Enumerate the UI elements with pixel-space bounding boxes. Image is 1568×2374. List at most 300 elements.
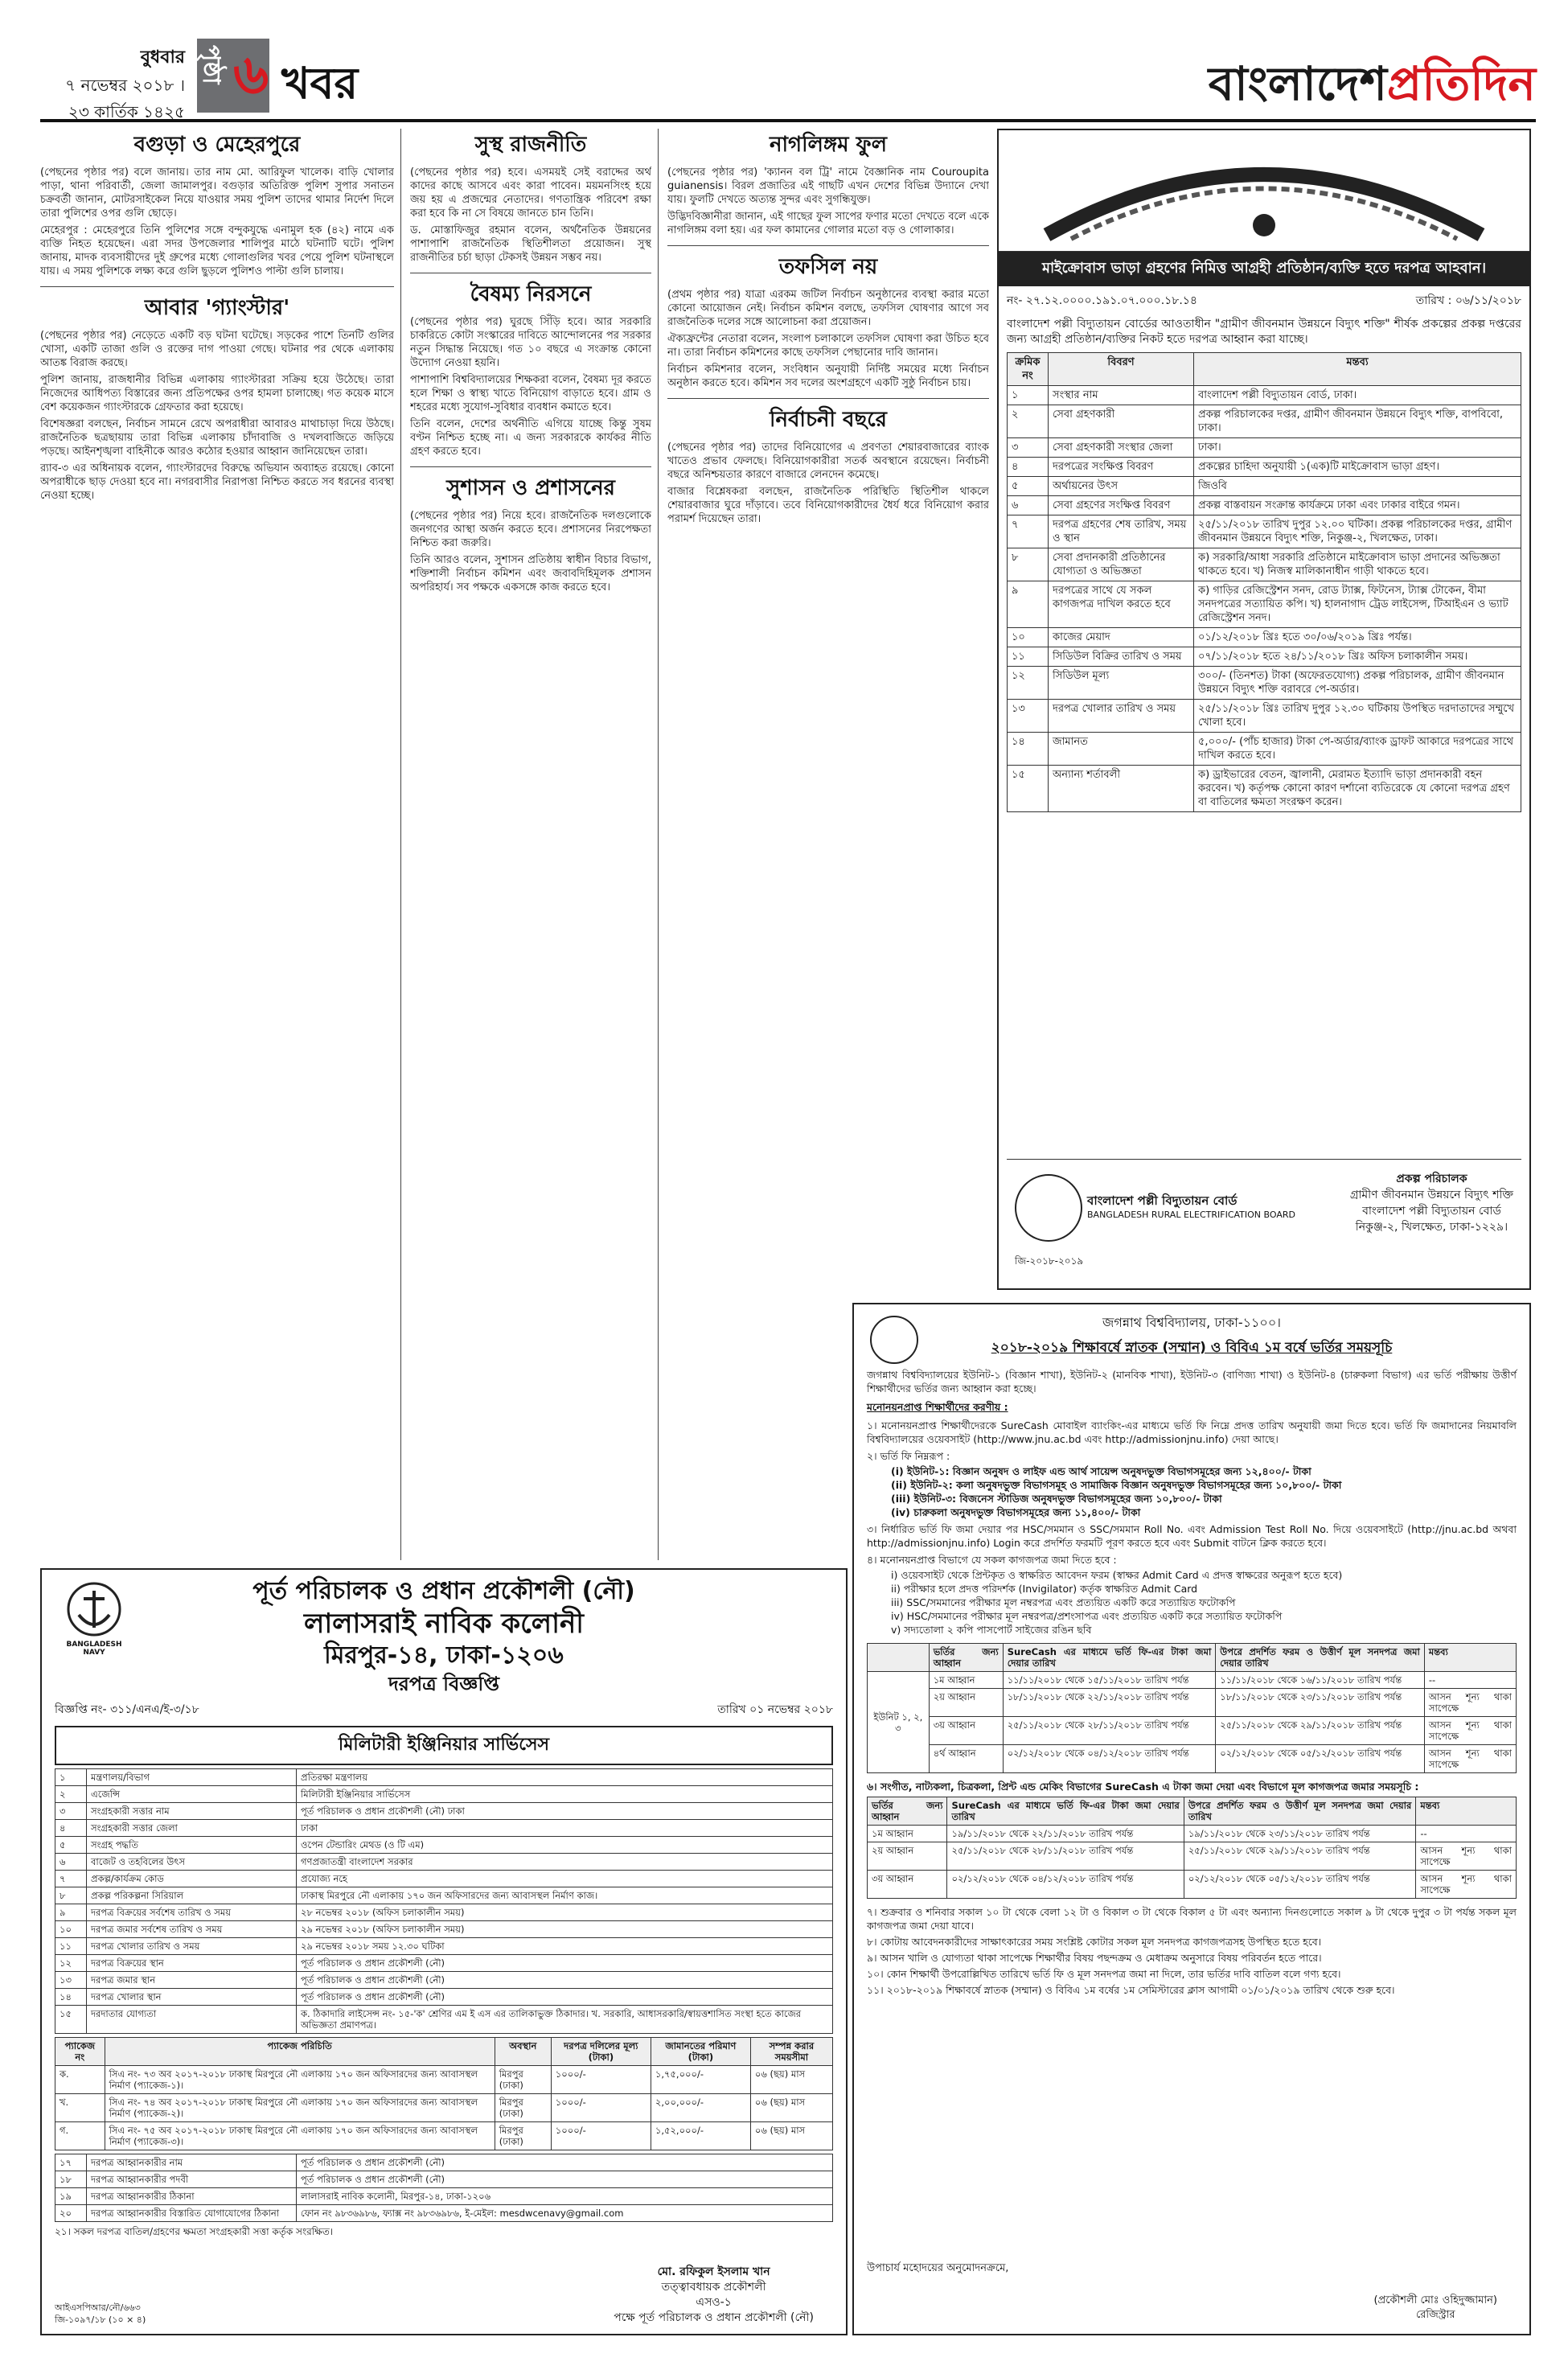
jnu-notes — [867, 1905, 1517, 1997]
cell-price: ১০০০/- — [551, 2066, 651, 2094]
table-row — [868, 1842, 1517, 1871]
news-headline: তফসিল নয় — [778, 255, 878, 279]
sign-line: এসও-১ — [696, 2296, 732, 2309]
cell-call: ১ম আহ্বান — [929, 1672, 1003, 1689]
navy-code: আইএসপিআর/নৌ/৬৬৩ — [55, 2302, 141, 2313]
col-header: মন্তব্য — [1416, 1797, 1517, 1826]
col-header: বিবরণ — [1049, 353, 1194, 386]
cell-loc: মিরপুর (ঢাকা) — [495, 2122, 551, 2150]
jnu-item: ৩। নির্ধারিত ভর্তি ফি জমা দেয়ার পর HSC/সমমান ও SSC/সমমান Roll No. এবং Admission Test Roll No. দিয়ে ওয়েবসাইটে (http://jnu.ac.bd অথবা http://admissionjnu.info) Login করে প্রদর্শিত ফরমটি পূরণ করতে হবে এবং Submit বাটনে ক্লিক করতে হবে। — [867, 1523, 1517, 1549]
news-paragraph: র‌্যাব-৩ এর অধিনায়ক বলেন, গ্যাংস্টারদের বিরুদ্ধে অভিযান অব্যাহত রয়েছে। কোনো অপরাধীকে ছাড় দেওয়া হবে না। নগরবাসীর নিরাপত্তা নিশ্চিত করতে সব ধরনের ব্যবস্থা নেওয়া হচ্ছে। — [40, 462, 394, 502]
logo-part-1: বাংলাদেশ — [1208, 56, 1387, 111]
table-row — [1008, 628, 1521, 647]
cell-desc: সিএ নং- ৭৩ অব ২০১৭-২০১৮ ঢাকাস্থ মিরপুরে নৌ এলাকায় ১৭০ জন অফিসারদের জন্য আবাসস্থল নির্মাণ (প্যাকেজ-১)। — [105, 2066, 495, 2094]
table-row — [55, 1972, 833, 1989]
row-number: ২ — [55, 1786, 87, 1803]
row-value: জিওবি — [1194, 477, 1521, 496]
row-number: ৫ — [55, 1837, 87, 1854]
row-number: ৪ — [1008, 458, 1049, 477]
row-number: ১১ — [1008, 647, 1049, 667]
fee-item: (iii) ইউনিট-৩: বিজনেস স্টাডিজ অনুষদভুক্ত বিভাগসমূহের জন্য ১০,৮০০/- টাকা — [891, 1493, 1222, 1505]
cell-pay: ০২/১২/২০১৮ থেকে ০৪/১২/২০১৮ তারিখ পর্যন্ত — [947, 1871, 1184, 1899]
cell-note: আসন শূন্য থাকা সাপেক্ষে — [1416, 1842, 1517, 1871]
note-item: ৭। শুক্রবার ও শনিবার সকাল ১০ টা থেকে বেলা ১২ টা ও বিকাল ৩ টা থেকে বিকাল ৫ টা এবং অন্যান্য দিনগুলোতে সকাল ৯ টা থেকে দুপুর ৩ টা পর্যন্ত সকল মূল কাগজপত্র জমা দেয়া যাবে। — [867, 1906, 1517, 1932]
cell-note: আসন শূন্য থাকা সাপেক্ষে — [1424, 1745, 1516, 1773]
table-row — [1008, 458, 1521, 477]
row-value: ক) ড্রাইভারের বেতন, জ্বালানী, মেরামত ইত্যাদি ভাড়া প্রদানকারী বহন করবেন। খ) কর্তৃপক্ষ কোনো কারণ দর্শানো ব্যতিরেকে যে কোনো দরপত্র গ্রহণ বা বাতিলের ক্ষমতা সংরক্ষণ করেন। — [1194, 766, 1521, 812]
ad-code: জি-২০১৮-২০১৯ — [1015, 1255, 1084, 1267]
news-paragraph: (পেছনের পৃষ্ঠার পর) হবে। এসময়ই সেই বরাদ্দের অর্থ কাদের কাছে আসবে এবং কারা পাবেন। ময়মনসিংহ হয়ে জয় হয় এ প্রজন্মের নেতাদের। গণতান্ত্রিক পরিবেশ রক্ষা করা হবে কি না সে বিষয়ে জানতে চান তিনি। — [410, 166, 651, 220]
table-row — [55, 1854, 833, 1871]
table-row — [55, 1904, 833, 1921]
cell-submit: ১৮/১১/২০১৮ থেকে ২৩/১১/২০১৮ তারিখ পর্যন্ত — [1216, 1689, 1425, 1717]
row-number: ৬ — [55, 1854, 87, 1871]
navy-date: তারিখ ০১ নভেম্বর ২০১৮ — [717, 1703, 833, 1716]
col-header: উপরে প্রদর্শিত ফরম ও উত্তীর্ণ মূল সনদপত্র জমা দেয়ার তারিখ — [1216, 1644, 1425, 1672]
row-value: ২৯ নভেম্বর ২০১৮ (অফিস চলাকালীন সময়) — [297, 1921, 833, 1938]
table-row — [1008, 667, 1521, 700]
cell-submit: ২৫/১১/২০১৮ থেকে ২৯/১১/২০১৮ তারিখ পর্যন্ত — [1216, 1717, 1425, 1745]
table-row — [55, 2205, 833, 2222]
org-name-en: BANGLADESH RURAL ELECTRIFICATION BOARD — [1087, 1210, 1295, 1220]
row-value: প্রকল্পের চাহিদা অনুযায়ী ১(এক)টি মাইক্রোবাস ভাড়া গ্রহণ। — [1194, 458, 1521, 477]
row-label: সংগ্রহ পদ্ধতি — [87, 1837, 297, 1854]
row-number: ৮ — [55, 1887, 87, 1904]
jnu-body — [854, 1360, 1529, 1997]
doc-item: iii) SSC/সমমানের পরীক্ষার মূল নম্বরপত্র এবং প্রত্যয়িত একটি করে সত্যায়িত ফটোকপি — [891, 1596, 1236, 1608]
jnu-item: ১। মনোনয়নপ্রাপ্ত শিক্ষার্থীদেরকে SureCash মোবাইল ব্যাংকিং-এর মাধ্যমে ভর্তি ফি নিম্নে প্রদত্ত তারিখ অনুযায়ী জমা দিতে হবে। ভর্তি ফি জমাদানের নিয়মাবলি বিশ্ববিদ্যালয়ের ওয়েবসাইট (http://www.jnu.ac.bd এবং http://admissionjnu.info) দেয়া আছে। — [867, 1419, 1517, 1445]
table-row — [55, 2188, 833, 2205]
title-line: লালাসরাই নাবিক কলোনী — [303, 1608, 585, 1640]
note-item: ১০। কোন শিক্ষার্থী উপরোল্লিখিত তারিখে ভর্তি ফি ও মূল সনদপত্র জমা না দিলে, তার ভর্তির দাবি বাতিল বলে গণ্য হবে। — [867, 1968, 1341, 1980]
title-line: ২০১৮-২০১৯ শিক্ষাবর্ষে স্নাতক (সম্মান) ও বিবিএ ১ম বর্ষে ভর্তির সময়সূচি — [991, 1340, 1393, 1356]
cell-call: ৩য় আহ্বান — [929, 1717, 1003, 1745]
navy-ref-row — [42, 1697, 846, 1723]
row-label: দরপত্র আহ্বানকারীর বিস্তারিত যোগাযোগের ঠিকানা — [87, 2205, 297, 2222]
table-row — [1008, 515, 1521, 548]
sign-line: নিকুঞ্জ-২, খিলক্ষেত, ঢাকা-১২২৯। — [1355, 1221, 1508, 1234]
col-header: ভর্তির জন্য আহ্বান — [868, 1797, 947, 1826]
sign-name: মো. রফিকুল ইসলাম খান — [657, 2265, 770, 2278]
news-paragraph: পাশাপাশি বিশ্ববিদ্যালয়ের শিক্ষকরা বলেন, বৈষম্য দূর করতে হলে শিক্ষা ও স্বাস্থ্য খাতে বিনিয়োগ বাড়াতে হবে। গ্রাম ও শহরের মধ্যে সুযোগ-সুবিধার ব্যবধান কমাতে হবে। — [410, 374, 651, 413]
cell-call: ২য় আহ্বান — [868, 1842, 947, 1871]
cell-call: ৪র্থ আহ্বান — [929, 1745, 1003, 1773]
table-row — [55, 1887, 833, 1904]
row-value: ঢাকা — [297, 1820, 833, 1837]
fee-item: (iv) চারুকলা অনুষদভুক্ত বিভাগসমূহের জন্য ১১,৪০০/- টাকা — [891, 1506, 1141, 1518]
table-row — [868, 1871, 1517, 1899]
row-number: ১ — [55, 1769, 87, 1786]
cell-note: -- — [1416, 1826, 1517, 1842]
row-number: ১৭ — [55, 2154, 87, 2171]
table-row — [1008, 766, 1521, 812]
navy-package-table — [55, 2037, 833, 2150]
row-label: এজেন্সি — [87, 1786, 297, 1803]
title-line: মিরপুর-১৪, ঢাকা-১২০৬ — [324, 1641, 564, 1670]
ad-ref: নং- ২৭.১২.০০০০.১৯১.০৭.০০০.১৮.১৪ — [1007, 294, 1197, 307]
cell-note: -- — [1424, 1672, 1516, 1689]
row-label: দরপত্রের সাথে যে সকল কাগজপত্র দাখিল করতে হবে — [1049, 581, 1194, 628]
cell-pay: ২৫/১১/২০১৮ থেকে ২৮/১১/২০১৮ তারিখ পর্যন্ত — [1003, 1717, 1216, 1745]
col-header-unit — [868, 1644, 930, 1672]
row-label: দরপত্র বিক্রয়ের স্থান — [87, 1955, 297, 1972]
cell-security: ১,৫২,০০০/- — [651, 2122, 750, 2150]
table-row — [55, 1921, 833, 1938]
title-line: জগন্নাথ বিশ্ববিদ্যালয়, ঢাকা-১১০০। — [1102, 1315, 1281, 1330]
row-number: ১১ — [55, 1938, 87, 1955]
jnu-table2-title: ৬। সংগীত, নাট্যকলা, চিত্রকলা, প্রিন্ট এন্ড মেকিং বিভাগের SureCash এ টাকা জমা দেয়া এবং বিভাগে মূল কাগজপত্র জমার সময়সূচি : — [867, 1780, 1419, 1793]
table-row — [55, 1871, 833, 1887]
news-paragraph: বাজার বিশ্লেষকরা বলছেন, রাজনৈতিক পরিস্থিতি স্থিতিশীল থাকলে শেয়ারবাজার ঘুরে দাঁড়াবে। তবে বিনিয়োগকারীদের ধৈর্য ধরে বিনিয়োগ করার পরামর্শ দিয়েছেন তারা। — [667, 486, 989, 525]
table-row — [868, 1826, 1517, 1842]
table-row — [868, 1717, 1517, 1745]
table-row — [1008, 477, 1521, 496]
ad-intro: বাংলাদেশ পল্লী বিদ্যুতায়ন বোর্ডের আওতাধীন "গ্রামীণ জীবনমান উন্নয়নে বিদ্যুৎ শক্তি" শীর্ষক প্রকল্পের প্রকল্প দপ্তরের জন্য আগ্রহী প্রতিষ্ঠান/ব্যক্তির নিকট হতে দরপত্র আহ্বান করা যাচ্ছে। — [1007, 318, 1521, 346]
doc-item: iv) HSC/সমমানের পরীক্ষার মূল নম্বরপত্র/প্রশংসাপত্র এবং প্রত্যয়িত একটি করে সত্যায়িত ফটোকপি — [891, 1610, 1283, 1622]
row-number: ১০ — [1008, 628, 1049, 647]
navy-label: BANGLADESH NAVY — [66, 1641, 122, 1657]
cell-submit: ০২/১২/২০১৮ থেকে ০৫/১২/২০১৮ তারিখ পর্যন্ত — [1216, 1745, 1425, 1773]
table-row — [55, 1955, 833, 1972]
cell-submit: ২৫/১১/২০১৮ থেকে ২৯/১১/২০১৮ তারিখ পর্যন্ত — [1184, 1842, 1416, 1871]
row-number: ১৫ — [1008, 766, 1049, 812]
news-paragraph: তিনি বলেন, দেশের অর্থনীতি এগিয়ে যাচ্ছে কিন্তু সুষম বণ্টন নিশ্চিত হচ্ছে না। এ জন্য সরকারকে কার্যকর নীতি গ্রহণ করতে হবে। — [410, 418, 651, 458]
news-paragraph: তিনি আরও বলেন, সুশাসন প্রতিষ্ঠায় স্বাধীন বিচার বিভাগ, শক্তিশালী নির্বাচন কমিশন এবং জবাবদিহিমূলক প্রশাসন অপরিহার্য। সব পক্ষকে একসঙ্গে কাজ করতে হবে। — [410, 554, 651, 594]
fee-item: (ii) ইউনিট-২: কলা অনুষদভুক্ত বিভাগসমূহ ও সামাজিক বিজ্ঞান অনুষদভুক্ত বিভাগসমূহের জন্য ১০,৮০০/- টাকা — [891, 1479, 1342, 1491]
ad-emblem-area — [999, 130, 1529, 252]
sign-line: বাংলাদেশ পল্লী বিদ্যুতায়ন বোর্ড — [1362, 1205, 1501, 1218]
signature-block — [1350, 1171, 1513, 1235]
cell-no: ক. — [55, 2066, 105, 2094]
divider — [667, 245, 989, 246]
title-line: দরপত্র বিজ্ঞপ্তি — [388, 1673, 499, 1695]
row-number: ৭ — [1008, 515, 1049, 548]
table-row — [55, 1837, 833, 1854]
row-label: প্রকল্প পরিকল্পনা সিরিয়াল — [87, 1887, 297, 1904]
jnu-intro: জগন্নাথ বিশ্ববিদ্যালয়ের ইউনিট-১ (বিজ্ঞান শাখা), ইউনিট-২ (মানবিক শাখা), ইউনিট-৩ (বাণিজ্য শাখা) ও ইউনিট-৪ (চারুকলা বিভাগ) এর ভর্তি পরীক্ষায় উত্তীর্ণ শিক্ষার্থীদের ভর্তির জন্য আহ্বান করা হচ্ছে। — [867, 1369, 1517, 1394]
col-header: SureCash এর মাধ্যমে ভর্তি ফি-এর টাকা জমা দেয়ার তারিখ — [1003, 1644, 1216, 1672]
col-header: SureCash এর মাধ্যমে ভর্তি ফি-এর টাকা জমা দেয়ার তারিখ — [947, 1797, 1184, 1826]
row-label: দরপত্র জমার স্থান — [87, 1972, 297, 1989]
row-value: ২৮ নভেম্বর ২০১৮ (অফিস চলাকালীন সময়) — [297, 1904, 833, 1921]
row-value: প্রকল্প বাস্তবায়ন সংক্রান্ত কার্যক্রমে ঢাকা এবং ঢাকার বাইরে গমন। — [1194, 496, 1521, 515]
row-number: ১২ — [1008, 667, 1049, 700]
news-paragraph: মেহেরপুর : মেহেরপুরে তিনি পুলিশের সঙ্গে বন্দুকযুদ্ধে এনামুল হক (৪২) নামে এক ব্যক্তি নিহত হয়েছেন। এরা সদর উপজেলার শালিপুর মাঠে ঘটনাটি ঘটে। পুলিশ জানায়, মাদক ব্যবসায়ীদের দুই গ্রুপের মধ্যে গোলাগুলির খবর পেয়ে পুলিশ ঘটনাস্থলে যায়। এ সময় পুলিশকে লক্ষ্য করে গুলি ছুড়লে পুলিশও পাল্টা গুলি চালায়। — [40, 224, 394, 277]
navy-note: ২১। সকল দরপত্র বাতিল/গ্রহণের ক্ষমতা সংগ্রহকারী সত্তা কর্তৃক সংরক্ষিত। — [55, 2226, 334, 2237]
col-header: মন্তব্য — [1194, 353, 1521, 386]
row-number: ৪ — [55, 1820, 87, 1837]
news-paragraph: (পেছনের পৃষ্ঠার পর) ঘুরছে সিঁড়ি হবে। আর সরকারি চাকরিতে কোটা সংস্কারের দাবিতে আন্দোলনের পর সরকার নতুন সিদ্ধান্ত নিয়েছে। গত ১০ বছরে এ সংক্রান্ত কোনো উদ্যোগ নেওয়া হয়নি। — [410, 316, 651, 369]
news-headline: আবার 'গ্যাংস্টার' — [144, 296, 290, 320]
jnu-schedule-table — [867, 1643, 1517, 1773]
navy-signature — [614, 2265, 814, 2326]
news-paragraph: (পেছনের পৃষ্ঠার পর) বলে জানায়। তার নাম মো. আরিফুল খালেক। বাড়ি খোলার পাড়া, থানা পরিবার্তী, জেলা জামালপুর। বগুড়ার অতিরিক্ত পুলিশ সুপার সনাতন চক্রবর্তী জানান, মোটরসাইকেল নিয়ে যাওয়ার সময় পুলিশ তাদের থামার নির্দেশ দিলে তারা পুলিশের ওপর গুলি ছোড়ে। — [40, 166, 394, 220]
cell-desc: সিএ নং- ৭৫ অব ২০১৭-২০১৮ ঢাকাস্থ মিরপুরে নৌ এলাকায় ১৭০ জন অফিসারদের জন্য আবাসস্থল নির্মাণ (প্যাকেজ-৩)। — [105, 2122, 495, 2150]
row-number: ১৮ — [55, 2171, 87, 2188]
sign-title: প্রকল্প পরিচালক — [1396, 1173, 1467, 1185]
cell-pay: ২৫/১১/২০১৮ থেকে ২৮/১১/২০১৮ তারিখ পর্যন্ত — [947, 1842, 1184, 1871]
row-number: ১০ — [55, 1921, 87, 1938]
logo-part-2: প্রতিদিন — [1386, 56, 1536, 111]
news-paragraph: (প্রথম পৃষ্ঠার পর) যাত্রা এরকম জটিল নির্বাচন অনুষ্ঠানের ব্যবস্থা করার মতো কোনো আয়োজন নেই। নির্বাচন কমিশন বলছে, তফসিল ঘোষণার আগে সব রাজনৈতিক দলের সঙ্গে আলোচনা করা প্রয়োজন। — [667, 289, 989, 328]
news-headline: বগুড়া ও মেহেরপুরে — [133, 133, 301, 157]
table-row — [55, 1803, 833, 1820]
page-number: ৬ — [233, 43, 269, 107]
row-value: পূর্ত পরিচালক ও প্রধান প্রকৌশলী (নৌ) — [297, 2171, 833, 2188]
row-value: ০১/১২/২০১৮ খ্রিঃ হতে ৩০/০৬/২০১৯ খ্রিঃ পর্যন্ত। — [1194, 628, 1521, 647]
table-row — [1008, 700, 1521, 733]
row-label: অর্থায়নের উৎস — [1049, 477, 1194, 496]
jnu-signature — [1373, 2294, 1497, 2323]
col-header: সম্পন্ন করার সময়সীমা — [750, 2038, 832, 2066]
row-label: সংগ্রহকারী সত্তার নাম — [87, 1803, 297, 1820]
table-row — [55, 2006, 833, 2034]
cell-submit: ১৯/১১/২০১৮ থেকে ২৩/১১/২০১৮ তারিখ পর্যন্ত — [1184, 1826, 1416, 1842]
table-row — [1008, 438, 1521, 458]
cell-call: ২য় আহ্বান — [929, 1689, 1003, 1717]
row-label: দরপত্র বিক্রয়ের সর্বশেষ তারিখ ও সময় — [87, 1904, 297, 1921]
col-header: প্যাকেজ পরিচিতি — [105, 2038, 495, 2066]
cell-pay: ১১/১১/২০১৮ থেকে ১৫/১১/২০১৮ তারিখ পর্যন্ত — [1003, 1672, 1216, 1689]
row-label: সিডিউল বিক্রির তারিখ ও সময় — [1049, 647, 1194, 667]
row-label: অন্যান্য শর্তাবলী — [1049, 766, 1194, 812]
cell-pay: ১৮/১১/২০১৮ থেকে ২২/১১/২০১৮ তারিখ পর্যন্ত — [1003, 1689, 1216, 1717]
news-paragraph: পুলিশ জানায়, রাজধানীর বিভিন্ন এলাকায় গ্যাংস্টাররা সক্রিয় হয়ে উঠেছে। তারা নিজেদের আধিপত্য বিস্তারের জন্য প্রতিপক্ষের ওপর হামলা চালাচ্ছে। গত কয়েক মাসে বেশ কয়েকজন গ্যাংস্টারকে গ্রেফতার করা হয়েছে। — [40, 374, 394, 413]
header-date: ৭ নভেম্বর ২০১৮ । ২৩ কার্তিক ১৪২৫ — [65, 76, 185, 121]
header-day: বুধবার — [140, 47, 185, 68]
cell-price: ১০০০/- — [551, 2122, 651, 2150]
table-row — [868, 1672, 1517, 1689]
row-number: ৯ — [55, 1904, 87, 1921]
doc-item: ii) পরীক্ষার হলে প্রদত্ত পরিদর্শক (Invigilator) কর্তৃক স্বাক্ষরিত Admit Card — [891, 1583, 1198, 1595]
table-row — [1008, 733, 1521, 766]
row-value: গণপ্রজাতন্ত্রী বাংলাদেশ সরকার — [297, 1854, 833, 1871]
sign-name: (প্রকৌশলী মোঃ ওহিদুজ্জামান) — [1373, 2294, 1497, 2306]
row-label: জামানত — [1049, 733, 1194, 766]
row-number: ১৩ — [55, 1972, 87, 1989]
news-paragraph: (পেছনের পৃষ্ঠার পর) নিয়ে হবে। রাজনৈতিক দলগুলোকে জনগণের আস্থা অর্জন করতে হবে। প্রশাসনের নিরপেক্ষতা নিশ্চিত করা জরুরি। — [410, 510, 651, 549]
doc-item: v) সদ্যতোলা ২ কপি পাসপোর্ট সাইজের রঙিন ছবি — [891, 1624, 1092, 1636]
table-row — [1008, 548, 1521, 581]
news-column-middle — [410, 129, 651, 1560]
row-label: দরপত্রের সংক্ষিপ্ত বিবরণ — [1049, 458, 1194, 477]
divider — [410, 466, 651, 467]
col-header: অবস্থান — [495, 2038, 551, 2066]
row-label: দরপত্র গ্রহণের শেষ তারিখ, সময় ও স্থান — [1049, 515, 1194, 548]
cell-submit: ১১/১১/২০১৮ থেকে ১৬/১১/২০১৮ তারিখ পর্যন্ত — [1216, 1672, 1425, 1689]
cell-loc: মিরপুর (ঢাকা) — [495, 2094, 551, 2122]
col-header: প্যাকেজ নং — [55, 2038, 105, 2066]
table-row — [1008, 405, 1521, 438]
rural-ad-table — [1007, 352, 1521, 812]
row-label: দরপত্র খোলার তারিখ ও সময় — [1049, 700, 1194, 733]
row-value: ০৭/১১/২০১৮ হতে ২৪/১১/২০১৮ খ্রিঃ অফিস চলাকালীন সময়। — [1194, 647, 1521, 667]
emblem-sun-icon — [999, 130, 1529, 251]
ad-banner: মাইক্রোবাস ভাড়া গ্রহণের নিমিত্ত আগ্রহী প্রতিষ্ঠান/ব্যক্তি হতে দরপত্র আহবান। — [999, 252, 1529, 286]
navy-emblem — [58, 1581, 130, 1657]
navy-contact-table — [55, 2154, 833, 2222]
row-value: ২৯ নভেম্বর ২০১৮ সময় ১২.৩০ ঘটিকা — [297, 1938, 833, 1955]
col-header: উপরে প্রদর্শিত ফরম ও উত্তীর্ণ মূল সনদপত্র জমা দেয়ার তারিখ — [1184, 1797, 1416, 1826]
jnu-logo-icon — [870, 1316, 918, 1364]
table-row — [55, 1786, 833, 1803]
jnu-item: ৪। মনোনয়নপ্রাপ্ত বিভাগে যে সকল কাগজপত্র জমা দিতে হবে : — [867, 1554, 1117, 1566]
rural-electrification-ad — [997, 129, 1531, 1290]
jnu-title — [854, 1304, 1529, 1360]
news-paragraph: (পেছনের পৃষ্ঠার পর) তাদের বিনিয়োগের এ প্রবণতা শেয়ারবাজারের ব্যাংক খাতেও প্রভাব ফেলছে। বিনিয়োগকারীরা সতর্ক অবস্থানে রয়েছেন। নির্বাচনী বছরে অনিশ্চয়তার কারণে বাজারে লেনদেন কমেছে। — [667, 442, 989, 481]
divider — [667, 398, 989, 399]
anchor-icon — [66, 1581, 122, 1637]
row-number: ৩ — [55, 1803, 87, 1820]
row-number: ৭ — [55, 1871, 87, 1887]
row-label: সেবা গ্রহণের সংক্ষিপ্ত বিবরণ — [1049, 496, 1194, 515]
table-row — [55, 1769, 833, 1786]
cell-pay: ০২/১২/২০১৮ থেকে ০৪/১২/২০১৮ তারিখ পর্যন্ত — [1003, 1745, 1216, 1773]
row-value: প্রকল্প পরিচালকের দপ্তর, গ্রামীণ জীবনমান উন্নয়নে বিদ্যুৎ শক্তি, বাপবিবো, ঢাকা। — [1194, 405, 1521, 438]
reb-logo-icon — [1015, 1174, 1082, 1242]
navy-ad-title — [42, 1570, 846, 1697]
table-row — [55, 2154, 833, 2171]
navy-tender-ad — [40, 1568, 848, 2335]
row-number: ১৪ — [1008, 733, 1049, 766]
row-label: মন্ত্রণালয়/বিভাগ — [87, 1769, 297, 1786]
row-label: বাজেট ও তহবিলের উৎস — [87, 1854, 297, 1871]
navy-info-table — [55, 1768, 833, 2034]
news-paragraph: ঐক্যফ্রন্টের নেতারা বলেন, সংলাপ চলাকালে তফসিল ঘোষণা করা উচিত হবে না। তারা নির্বাচন কমিশনের কাছে তফসিল পেছানোর দাবি জানান। — [667, 333, 989, 359]
row-number: ১৯ — [55, 2188, 87, 2205]
cell-submit: ০২/১২/২০১৮ থেকে ০৫/১২/২০১৮ তারিখ পর্যন্ত — [1184, 1871, 1416, 1899]
col-header: মন্তব্য — [1424, 1644, 1516, 1672]
row-number: ১৫ — [55, 2006, 87, 2034]
news-headline: সুস্থ রাজনীতি — [474, 133, 587, 157]
row-number: ২ — [1008, 405, 1049, 438]
cell-security: ২,০০,০০০/- — [651, 2094, 750, 2122]
cell-time: ০৬ (ছয়) মাস — [750, 2066, 832, 2094]
cell-no: খ. — [55, 2094, 105, 2122]
row-label: সংগ্রহকারী সত্তার জেলা — [87, 1820, 297, 1837]
row-number: ১৪ — [55, 1989, 87, 2006]
row-value: পূর্ত পরিচালক ও প্রধান প্রকৌশলী (নৌ) — [297, 1955, 833, 1972]
cell-note: আসন শূন্য থাকা সাপেক্ষে — [1416, 1871, 1517, 1899]
col-header: দরপত্র দলিলের মূল্য (টাকা) — [551, 2038, 651, 2066]
row-value: পূর্ত পরিচালক ও প্রধান প্রকৌশলী (নৌ) — [297, 1972, 833, 1989]
cell-price: ১০০০/- — [551, 2094, 651, 2122]
table-row — [55, 1989, 833, 2006]
navy-code: জি-১০৯৭/১৮ (১০ × ৪) — [55, 2314, 146, 2325]
note-item: ৮। কোটায় আবেদনকারীদের সাক্ষাৎকারের সময় সংশ্লিষ্ট কোটার সকল মূল সনদপত্র কাগজপত্রসহ উপস্থিত হতে হবে। — [867, 1936, 1322, 1948]
note-item: ৯। আসন খালি ও যোগ্যতা থাকা সাপেক্ষে শিক্ষার্থীর বিষয় পছন্দক্রম ও মেধাক্রম অনুসারে বিষয় পরিবর্তন হতে পারে। — [867, 1952, 1322, 1964]
row-label: দরদাতার যোগ্যতা — [87, 2006, 297, 2034]
table-row — [1008, 581, 1521, 628]
row-value: ঢাকা। — [1194, 438, 1521, 458]
table-row — [868, 1745, 1517, 1773]
table-row — [1008, 386, 1521, 405]
row-label: সিডিউল মূল্য — [1049, 667, 1194, 700]
row-value: ২৫/১১/২০১৮ খ্রিঃ তারিখ দুপুর ১২.৩০ ঘটিকায় উপস্থিত দরদাতাদের সম্মুখে খোলা হবে। — [1194, 700, 1521, 733]
cell-pay: ১৯/১১/২০১৮ থেকে ২২/১১/২০১৮ তারিখ পর্যন্ত — [947, 1826, 1184, 1842]
news-headline: সুশাসন ও প্রশাসনের — [446, 476, 615, 500]
title-line: পূর্ত পরিচালক ও প্রধান প্রকৌশলী (নৌ) — [252, 1577, 635, 1605]
row-label: কাজের মেয়াদ — [1049, 628, 1194, 647]
row-value: ক. ঠিকাদারি লাইসেন্স নং- ১৫-'ক' শ্রেণির এম ই এস এর তালিকাভুক্ত ঠিকাদার। খ. সরকারি, আধাসরকারি/স্বায়ত্তশাসিত সংস্থা হতে কাজের অভিজ্ঞতা প্রমাণপত্র। — [297, 2006, 833, 2034]
row-number: ৩ — [1008, 438, 1049, 458]
row-number: ২০ — [55, 2205, 87, 2222]
unit-cell: ইউনিট ১, ২, ৩ — [868, 1672, 930, 1773]
jnu-closing: উপাচার্য মহোদয়ের অনুমোদনক্রমে, — [867, 2262, 1009, 2274]
cell-call: ৩য় আহ্বান — [868, 1871, 947, 1899]
row-number: ৮ — [1008, 548, 1049, 581]
table-row — [1008, 647, 1521, 667]
row-value: ঢাকাস্থ মিরপুরে নৌ এলাকায় ১৭০ জন অফিসারদের জন্য আবাসস্থল নির্মাণ কাজ। — [297, 1887, 833, 1904]
row-number: ৯ — [1008, 581, 1049, 628]
sign-line: তত্ত্বাবধায়ক প্রকৌশলী — [661, 2281, 766, 2294]
navy-codes — [55, 2302, 146, 2326]
table-row — [55, 2171, 833, 2188]
column-rule — [400, 129, 401, 1560]
table-row — [1008, 496, 1521, 515]
row-label: সেবা প্রদানকারী প্রতিষ্ঠানের যোগ্যতা ও অভিজ্ঞতা — [1049, 548, 1194, 581]
table-row — [55, 1938, 833, 1955]
row-label: দরপত্র খোলার তারিখ ও সময় — [87, 1938, 297, 1955]
row-label: দরপত্র খোলার স্থান — [87, 1989, 297, 2006]
page-label: পৃষ্ঠা — [197, 45, 225, 84]
fee-item: (i) ইউনিট-১: বিজ্ঞান অনুষদ ও লাইফ এন্ড আর্থ সায়েন্স অনুষদভুক্ত বিভাগসমূহের জন্য ১২,৪০০/- টাকা — [891, 1465, 1311, 1477]
cell-call: ১ম আহ্বান — [868, 1826, 947, 1842]
news-headline: নাগলিঙ্গম ফুল — [769, 133, 888, 157]
row-label: সংস্থার নাম — [1049, 386, 1194, 405]
cell-desc: সিএ নং- ৭৪ অব ২০১৭-২০১৮ ঢাকাস্থ মিরপুরে নৌ এলাকায় ১৭০ জন অফিসারদের জন্য আবাসস্থল নির্মাণ (প্যাকেজ-২)। — [105, 2094, 495, 2122]
row-value: পূর্ত পরিচালক ও প্রধান প্রকৌশলী (নৌ) ঢাকা — [297, 1803, 833, 1820]
note-item: ১১। ২০১৮-২০১৯ শিক্ষাবর্ষে স্নাতক (সম্মান) ও বিবিএ ১ম বর্ষের ১ম সেমিস্টারের ক্লাস আগামী ০১/০১/২০১৯ তারিখ থেকে শুরু হবে। — [867, 1984, 1395, 1996]
row-value: পূর্ত পরিচালক ও প্রধান প্রকৌশলী (নৌ) — [297, 1989, 833, 2006]
divider — [40, 286, 394, 287]
column-rule — [658, 129, 659, 1560]
row-value: লালাসরাই নাবিক কলোনী, মিরপুর-১৪, ঢাকা-১২০৬ — [297, 2188, 833, 2205]
col-header: জামানতের পরিমাণ (টাকা) — [651, 2038, 750, 2066]
row-value: প্রতিরক্ষা মন্ত্রণালয় — [297, 1769, 833, 1786]
row-value: বাংলাদেশ পল্লী বিদ্যুতায়ন বোর্ড, ঢাকা। — [1194, 386, 1521, 405]
row-value: ৫,০০০/- (পাঁচ হাজার) টাকা পে-অর্ডার/ব্যাংক ড্রাফট আকারে দরপত্রের সাথে দাখিল করতে হবে। — [1194, 733, 1521, 766]
row-value: পূর্ত পরিচালক ও প্রধান প্রকৌশলী (নৌ) — [297, 2154, 833, 2171]
news-paragraph: ড. মোস্তাফিজুর রহমান বলেন, অর্থনৈতিক উন্নয়নের পাশাপাশি রাজনৈতিক স্থিতিশীলতা প্রয়োজন। সুস্থ রাজনীতির চর্চা ছাড়া টেকসই উন্নয়ন সম্ভব নয়। — [410, 224, 651, 264]
row-value: ক) সরকারি/আধা সরকারি প্রতিষ্ঠানে মাইক্রোবাস ভাড়া প্রদানের অভিজ্ঞতা থাকতে হবে। খ) নিজস্ব মালিকানাধীন গাড়ী থাকতে হবে। — [1194, 548, 1521, 581]
cell-security: ১,৭৫,০০০/- — [651, 2066, 750, 2094]
row-value: প্রযোজ্য নহে — [297, 1871, 833, 1887]
news-paragraph: (পেছনের পৃষ্ঠার পর) নেড়েতে একটি বড় ঘটনা ঘটেছে। সড়কের পাশে তিনটি গুলির খোসা, একটি তাজা গুলি ও রক্তের দাগ পাওয়া গেছে। ঘটনার পর থেকে এলাকায় আতঙ্ক বিরাজ করছে। — [40, 330, 394, 369]
table-row — [868, 1689, 1517, 1717]
section-title: খবর — [281, 58, 359, 109]
row-number: ৫ — [1008, 477, 1049, 496]
ad-date: তারিখ : ০৬/১১/২০১৮ — [1415, 294, 1521, 307]
col-header: ক্রমিক নং — [1008, 353, 1049, 386]
row-number: ১৩ — [1008, 700, 1049, 733]
navy-ref: বিজ্ঞপ্তি নং- ৩১১/এনএ/ই-৩/১৮ — [55, 1703, 199, 1716]
row-value: ওপেন টেন্ডারিং মেথড (ও টি এম) — [297, 1837, 833, 1854]
table-row — [55, 2122, 833, 2150]
news-paragraph: উদ্ভিদবিজ্ঞানীরা জানান, এই গাছের ফুল সাপের ফণার মতো দেখতে বলে একে নাগলিঙ্গম বলা হয়। এর ফল কামানের গোলার মতো বড় ও গোলাকার। — [667, 211, 989, 236]
row-label: দরপত্র আহ্বানকারীর পদবী — [87, 2171, 297, 2188]
row-value: ক) গাড়ির রেজিস্ট্রেশন সনদ, রোড ট্যাক্স, ফিটনেস, ট্যাক্স টোকেন, বীমা সনদপত্রের সত্যায়িত কপি। খ) হালনাগাদ ট্রেড লাইসেন্স, টিআইএন ও ভ্যাট রেজিস্ট্রেশন সনদ। — [1194, 581, 1521, 628]
table-row — [55, 2066, 833, 2094]
page-header — [40, 39, 1536, 122]
cell-time: ০৬ (ছয়) মাস — [750, 2094, 832, 2122]
jnu-fee-list — [867, 1464, 1517, 1519]
row-value: ৩০০/- (তিনশত) টাকা (অফেরতযোগ্য) প্রকল্প পরিচালক, গ্রামীণ জীবনমান উন্নয়নে বিদ্যুৎ শক্তি বরাবরে পে-অর্ডার। — [1194, 667, 1521, 700]
jnu-item: ২। ভর্তি ফি নিম্নরূপ : — [867, 1450, 950, 1462]
cell-loc: মিরপুর (ঢাকা) — [495, 2066, 551, 2094]
row-value: ফোন নং ৯৮৩৬৯৮৬, ফ্যাক্স নং ৯৮৩৬৯৮৬, ই-মেইল: mesdwcenavy@gmail.com — [297, 2205, 833, 2222]
cell-time: ০৬ (ছয়) মাস — [750, 2122, 832, 2150]
